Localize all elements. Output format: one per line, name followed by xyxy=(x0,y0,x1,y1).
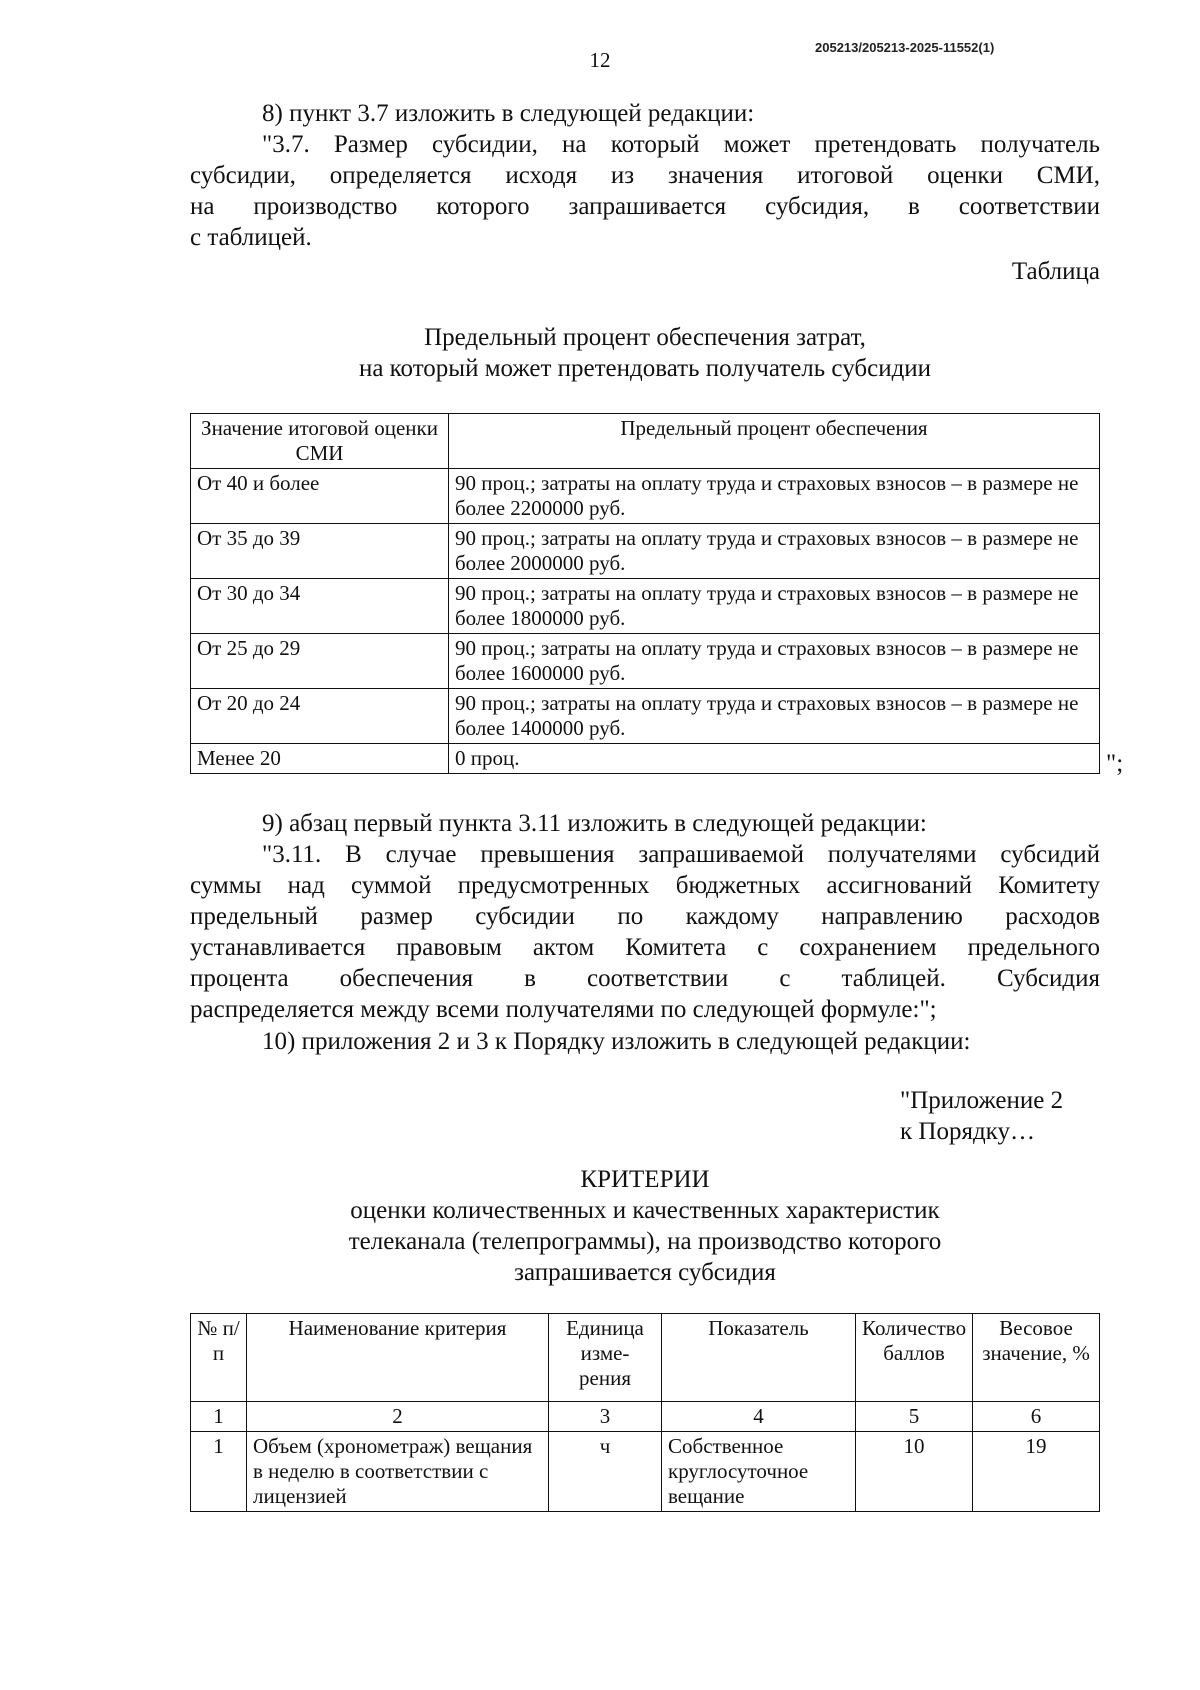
item8-line2: "3.7. Размер субсидии, на который может претендовать получатель xyxy=(262,131,1100,158)
unit-cell: ч xyxy=(549,1432,662,1512)
score-cell: От 35 до 39 xyxy=(191,524,449,579)
percent-cell: 90 проц.; затраты на оплату труда и страховых взносов – в размере не более 1800000 руб. xyxy=(449,579,1100,634)
table-header-row xyxy=(191,1314,1100,1402)
score-cell: Менее 20 xyxy=(191,744,449,774)
table1-title-line2: на который может претендовать получатель субсидии xyxy=(358,355,932,382)
score-cell: От 30 до 34 xyxy=(191,579,449,634)
row-number-cell: 1 xyxy=(191,1432,247,1512)
item9-line6: процента обеспечения в соответствии с таблицей. Субсидия xyxy=(190,965,1100,992)
column-number: 2 xyxy=(247,1402,549,1432)
criteria-table xyxy=(190,1313,1100,1512)
item8-line4: на производство которого запрашивается субсидия, в соответствии xyxy=(190,193,1100,220)
table-row xyxy=(191,524,1100,579)
table-row xyxy=(191,744,1100,774)
item8-line3: субсидии, определяется исходя из значения итоговой оценки СМИ, xyxy=(190,162,1100,189)
column-number: 3 xyxy=(549,1402,662,1432)
item9-line4: предельный размер субсидии по каждому направлению расходов xyxy=(190,903,1100,930)
appendix-line2: к Порядку… xyxy=(900,1118,1035,1145)
percent-cell: 90 проц.; затраты на оплату труда и страховых взносов – в размере не более 1400000 руб. xyxy=(449,689,1100,744)
points-cell: 10 xyxy=(856,1432,973,1512)
score-cell: От 25 до 29 xyxy=(191,634,449,689)
table-header-row xyxy=(191,414,1100,469)
column-header-criterion: Наименование критерия xyxy=(247,1314,549,1402)
column-number: 1 xyxy=(191,1402,247,1432)
indicator-cell: Собственное круглосуточное вещание xyxy=(662,1432,856,1512)
item9-line3: суммы над суммой предусмотренных бюджетных ассигнований Комитету xyxy=(190,872,1100,899)
page-number: 12 xyxy=(589,48,611,72)
column-number: 4 xyxy=(662,1402,856,1432)
score-cell: От 20 до 24 xyxy=(191,689,449,744)
column-number: 6 xyxy=(973,1402,1100,1432)
column-header-unit: Единица изме-рения xyxy=(549,1314,662,1402)
table-row xyxy=(191,689,1100,744)
criteria-subtitle-line1: оценки количественных и качественных характеристик xyxy=(350,1197,940,1224)
weight-cell: 19 xyxy=(973,1432,1100,1512)
criterion-name-cell: Объем (хронометраж) вещания в неделю в соответствии с лицензией xyxy=(247,1432,549,1512)
table-label: Таблица xyxy=(1011,258,1100,285)
column-header-weight: Весовое значение, % xyxy=(973,1314,1100,1402)
item9-line5: устанавливается правовым актом Комитета с сохранением предельного xyxy=(190,934,1100,961)
limit-percent-table xyxy=(190,413,1100,774)
item9-intro: 9) абзац первый пункта 3.11 изложить в следующей редакции: xyxy=(262,810,927,837)
table-row xyxy=(191,634,1100,689)
item9-line2: "3.11. В случае превышения запрашиваемой получателями субсидий xyxy=(262,841,1100,868)
percent-cell: 90 проц.; затраты на оплату труда и страховых взносов – в размере не более 2000000 руб. xyxy=(449,524,1100,579)
percent-cell: 0 проц. xyxy=(449,744,1100,774)
item10-intro: 10) приложения 2 и 3 к Порядку изложить в следующей редакции: xyxy=(262,1028,971,1055)
criteria-subtitle-line3: запрашивается субсидия xyxy=(514,1259,776,1286)
criteria-subtitle-line2: телеканала (телепрограммы), на производство которого xyxy=(348,1228,942,1255)
percent-cell: 90 проц.; затраты на оплату труда и страховых взносов – в размере не более 1600000 руб. xyxy=(449,634,1100,689)
column-header-score: Значение итоговой оценки СМИ xyxy=(191,414,449,469)
column-header-number: № п/п xyxy=(191,1314,247,1402)
column-header-percent: Предельный процент обеспечения xyxy=(449,414,1100,469)
table-row xyxy=(191,1432,1100,1512)
table-row xyxy=(191,579,1100,634)
score-cell: От 40 и более xyxy=(191,469,449,524)
column-numbers-row xyxy=(191,1402,1100,1432)
item8-line5: с таблицей. xyxy=(190,224,312,251)
document-id: 205213/205213-2025-11552(1) xyxy=(815,40,995,55)
column-header-points: Количество баллов xyxy=(856,1314,973,1402)
item8-intro: 8) пункт 3.7 изложить в следующей редакции: xyxy=(262,100,755,127)
appendix-line1: "Приложение 2 xyxy=(900,1087,1064,1114)
table1-title-line1: Предельный процент обеспечения затрат, xyxy=(424,324,866,351)
item9-line7: распределяется между всеми получателями по следующей формуле:"; xyxy=(190,996,937,1023)
table-row xyxy=(191,469,1100,524)
table-closing-mark: "; xyxy=(1106,750,1124,777)
column-number: 5 xyxy=(856,1402,973,1432)
percent-cell: 90 проц.; затраты на оплату труда и страховых взносов – в размере не более 2200000 руб. xyxy=(449,469,1100,524)
column-header-indicator: Показатель xyxy=(662,1314,856,1402)
criteria-heading: КРИТЕРИИ xyxy=(580,1166,710,1193)
